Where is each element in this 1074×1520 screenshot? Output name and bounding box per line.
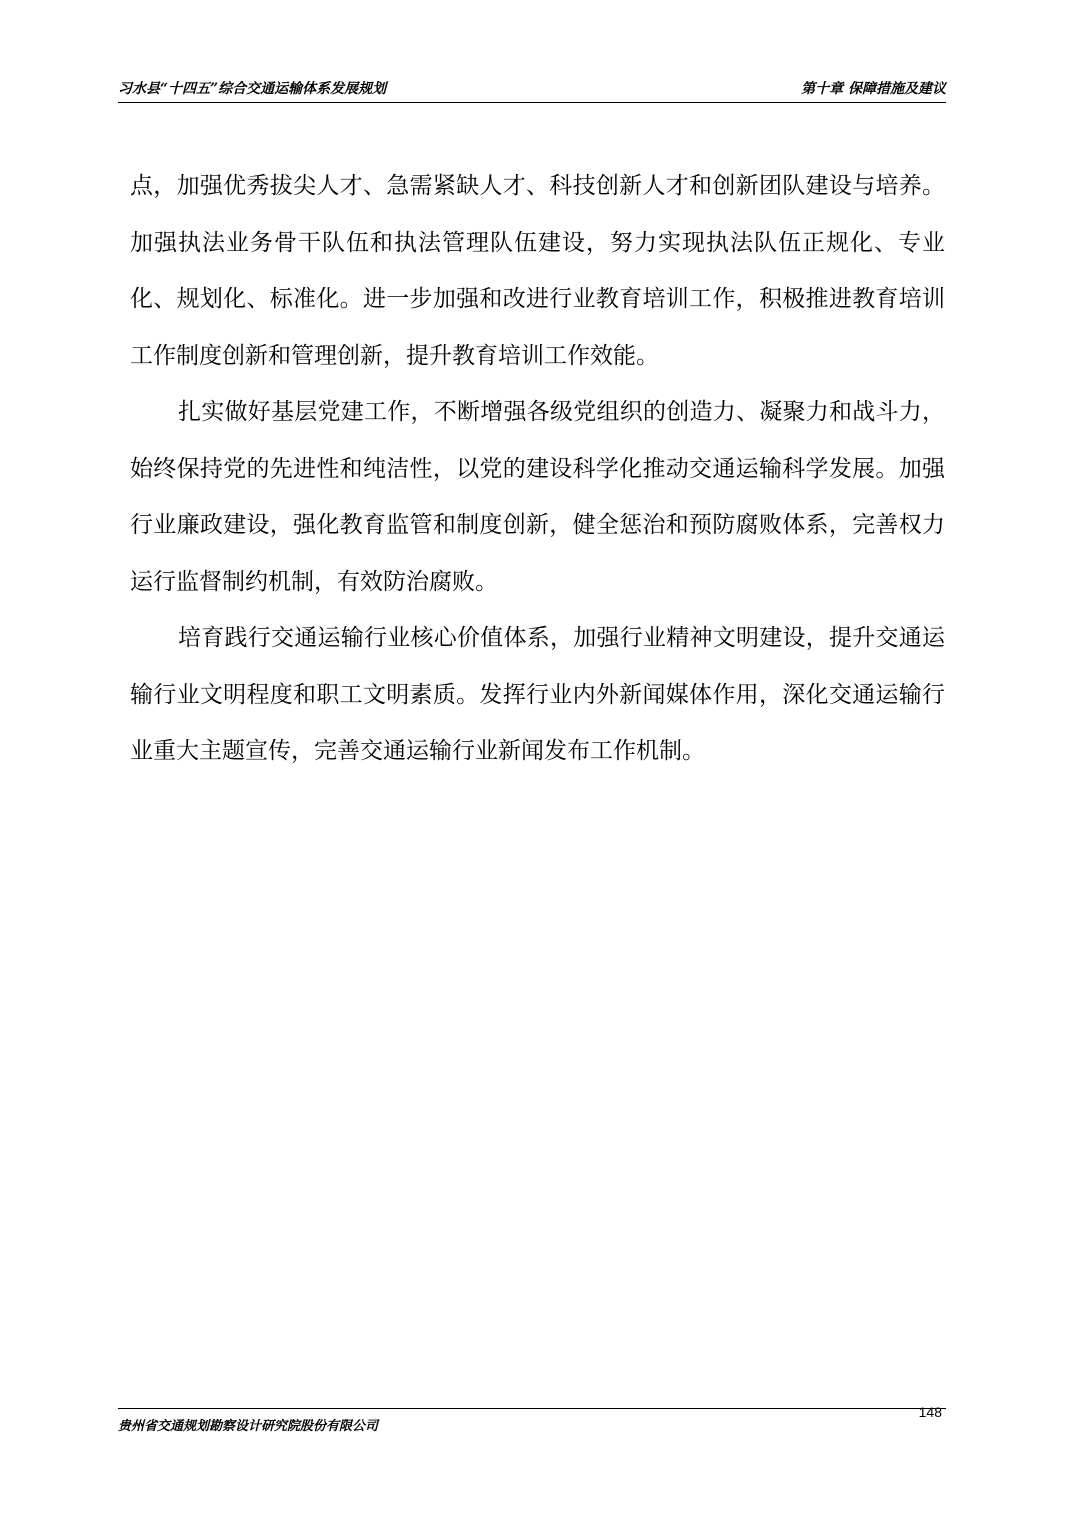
chapter-title: 第十章 保障措施及建议 xyxy=(801,81,946,97)
company-name: 贵州省交通规划勘察设计研究院股份有限公司 xyxy=(118,1419,379,1434)
paragraph-continued: 点，加强优秀拔尖人才、急需紧缺人才、科技创新人才和创新团队建设与培养。加强执法业务骨干队伍和执法管理队伍建设，努力实现执法队伍正规化、专业化、规划化、标准化。进一步加强和改进行业教育培训工作，积极推进教育培训工作制度创新和管理创新，提升教育培训工作效能。 xyxy=(130,173,945,369)
page-number: 148 xyxy=(918,1404,942,1420)
paragraph: 培育践行交通运输行业核心价值体系，加强行业精神文明建设，提升交通运输行业文明程度和职工文明素质。发挥行业内外新闻媒体作用，深化交通运输行业重大主题宣传，完善交通运输行业新闻发布工作机制。 xyxy=(130,625,945,764)
paragraph: 扎实做好基层党建工作，不断增强各级党组织的创造力、凝聚力和战斗力，始终保持党的先进性和纯洁性，以党的建设科学化推动交通运输科学发展。加强行业廉政建设，强化教育监管和制度创新，健全惩治和预防腐败体系，完善权力运行监督制约机制，有效防治腐败。 xyxy=(130,399,945,595)
document-title: 习水县“十四五”综合交通运输体系发展规划 xyxy=(118,81,387,97)
page-header xyxy=(118,72,946,103)
page-footer xyxy=(118,1404,946,1435)
body-text xyxy=(130,158,945,780)
